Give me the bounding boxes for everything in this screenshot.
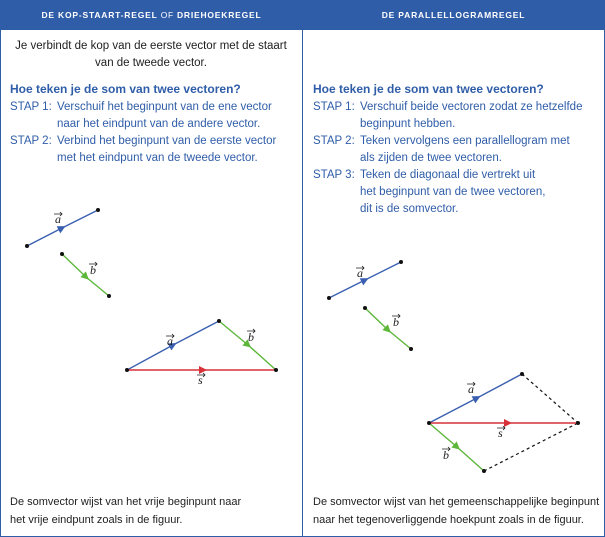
left-header-or: OF	[160, 10, 174, 20]
svg-text:s: s	[198, 373, 203, 387]
right-question: Hoe teken je de som van twee vectoren?	[313, 82, 544, 96]
label-vector-s-2	[497, 426, 505, 440]
svg-text:a: a	[55, 212, 61, 226]
left-header-alt: DRIEHOEKREGEL	[176, 10, 262, 20]
right-footer-line1: De somvector wijst van het gemeenschappelijke beginpunt	[313, 496, 600, 508]
left-vector-b	[60, 252, 111, 298]
left-step-2-line2: met het eindpunt van de tweede vector.	[57, 152, 258, 164]
left-footer-line2: het vrije eindpunt zoals in de figuur.	[10, 514, 183, 526]
right-step-2-label: STAP 2:	[313, 135, 355, 147]
left-question: Hoe teken je de som van twee vectoren?	[10, 82, 241, 96]
left-triangle-b	[219, 321, 276, 370]
svg-text:b: b	[248, 330, 254, 344]
label-vector-b-1	[89, 262, 97, 277]
right-parallelogram-b	[429, 423, 484, 471]
right-step-2-line2: als zijden de twee vectoren.	[360, 152, 502, 164]
right-vector-a	[327, 260, 403, 300]
right-step-3-line3: dit is de somvector.	[360, 203, 459, 215]
left-triangle-a	[127, 321, 219, 370]
right-step-1-line2: beginpunt hebben.	[360, 118, 456, 130]
right-footer-line2: naar het tegenoverliggende hoekpunt zoals in de figuur.	[313, 514, 584, 526]
right-step-3-line1: Teken de diagonaal die vertrekt uit	[360, 169, 536, 181]
left-header-title: DE KOP-STAART-REGEL	[41, 10, 158, 20]
svg-text:s: s	[498, 426, 503, 440]
label-vector-b-2	[247, 329, 255, 344]
right-vector-b	[363, 306, 413, 351]
label-vector-a-3	[356, 266, 364, 280]
left-step-1-label: STAP 1:	[10, 101, 52, 113]
right-parallelogram-a	[429, 374, 522, 423]
left-footer-line1: De somvector wijst van het vrije beginpunt naar	[10, 496, 242, 508]
right-step-3-line2: het beginpunt van de twee vectoren,	[360, 186, 546, 198]
svg-text:a: a	[468, 382, 474, 396]
label-vector-b-4	[442, 447, 450, 462]
left-step-1-line1: Verschuif het beginpunt van de ene vector	[57, 101, 272, 113]
right-header-title: DE PARALLELLOGRAMREGEL	[381, 10, 526, 20]
left-step-1-line2: naar het eindpunt van de andere vector.	[57, 118, 261, 130]
left-intro-line1: Je verbindt de kop van de eerste vector met de staart	[15, 40, 287, 52]
right-step-1-line1: Verschuif beide vectoren zodat ze hetzelfde	[360, 101, 583, 113]
svg-text:a: a	[167, 334, 173, 348]
label-vector-b-3	[392, 314, 400, 329]
svg-text:a: a	[357, 266, 363, 280]
svg-text:b: b	[90, 263, 96, 277]
label-vector-a-2	[166, 334, 174, 348]
svg-text:b: b	[393, 315, 399, 329]
svg-text:b: b	[443, 448, 449, 462]
right-step-1-label: STAP 1:	[313, 101, 355, 113]
right-step-2-line1: Teken vervolgens een parallellogram met	[360, 135, 570, 147]
left-step-2-label: STAP 2:	[10, 135, 52, 147]
left-intro-line2: van de tweede vector.	[95, 57, 207, 69]
left-step-2-line1: Verbind het beginpunt van de eerste vector	[57, 135, 277, 147]
right-step-3-label: STAP 3:	[313, 169, 355, 181]
label-vector-a-4	[467, 382, 475, 396]
label-vector-a-1	[54, 212, 62, 226]
label-vector-s-1	[197, 373, 205, 387]
